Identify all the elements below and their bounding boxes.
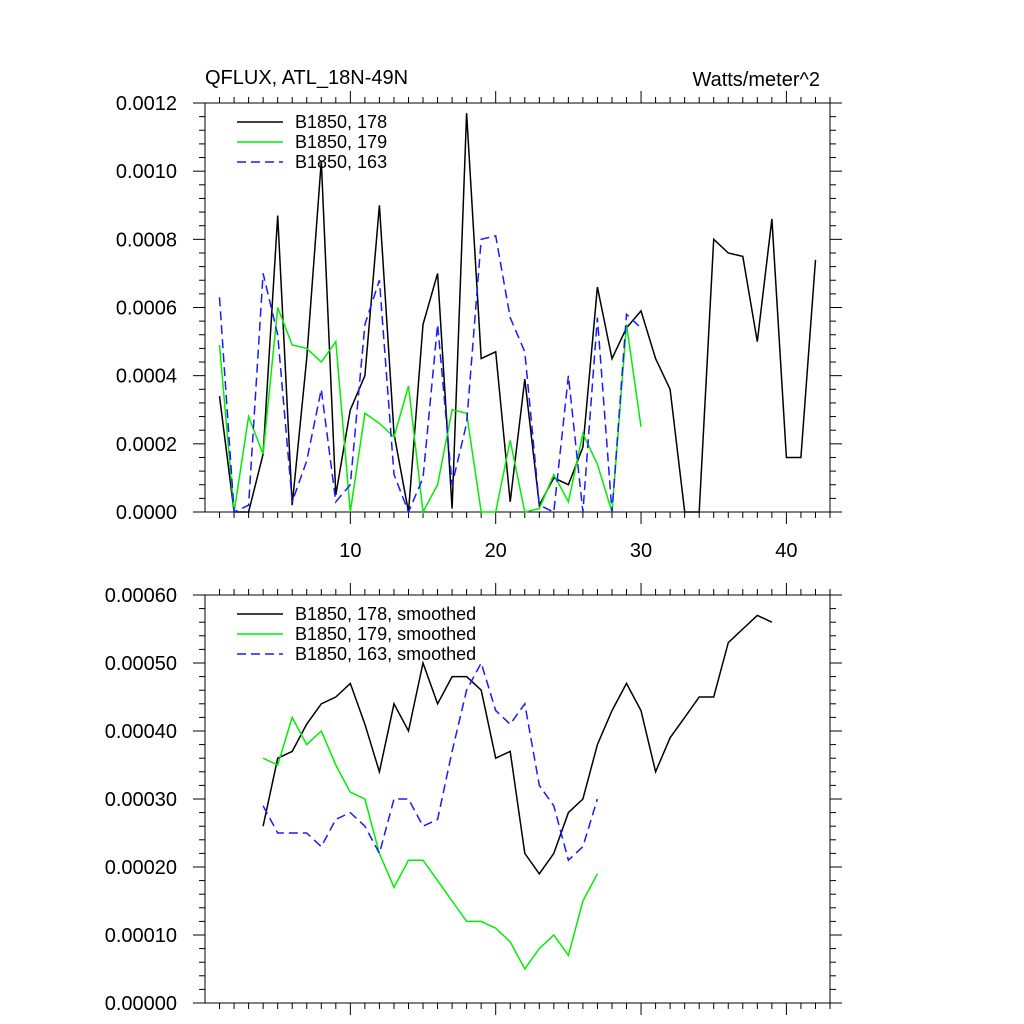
y-tick-label: 0.0006 — [115, 297, 177, 320]
y-tick-label: 0.0002 — [115, 433, 177, 456]
bottom-panel — [105, 583, 842, 1015]
top-panel — [116, 91, 842, 562]
y-tick-label: 0.00050 — [104, 653, 177, 675]
x-tick-label: 10 — [339, 540, 362, 562]
series-line-3 — [263, 663, 597, 860]
chart-title: QFLUX, ATL_18N-49N — [205, 67, 409, 89]
y-tick-label: 0.00060 — [104, 585, 177, 607]
legend-label-2: B1850, 179, smoothed — [295, 624, 477, 644]
y-tick-label: 0.00040 — [104, 721, 177, 743]
series-line-2 — [263, 717, 597, 969]
y-tick-label: 0.00010 — [104, 925, 177, 947]
units-label: Watts/meter^2 — [692, 69, 820, 91]
series-line-2 — [220, 308, 642, 513]
x-tick-label: 20 — [484, 540, 507, 562]
y-tick-label: 0.0008 — [115, 229, 177, 252]
y-tick-label: 0.00030 — [104, 789, 177, 811]
y-tick-label: 0.0012 — [115, 93, 177, 115]
y-tick-label: 0.0004 — [115, 365, 177, 388]
legend-label-2: B1850, 179 — [295, 132, 388, 152]
y-tick-label: 0.0000 — [115, 502, 177, 524]
y-tick-label: 0.00000 — [104, 993, 177, 1015]
x-tick-label: 40 — [775, 540, 798, 562]
legend-label-3: B1850, 163, smoothed — [295, 644, 477, 664]
y-tick-label: 0.00020 — [104, 857, 177, 879]
series-line-3 — [220, 236, 642, 512]
legend-label-3: B1850, 163 — [295, 152, 388, 172]
legend-label-1: B1850, 178 — [295, 112, 388, 132]
legend-label-1: B1850, 178, smoothed — [295, 604, 477, 624]
x-tick-label: 30 — [629, 540, 653, 562]
y-tick-label: 0.0010 — [115, 161, 177, 184]
